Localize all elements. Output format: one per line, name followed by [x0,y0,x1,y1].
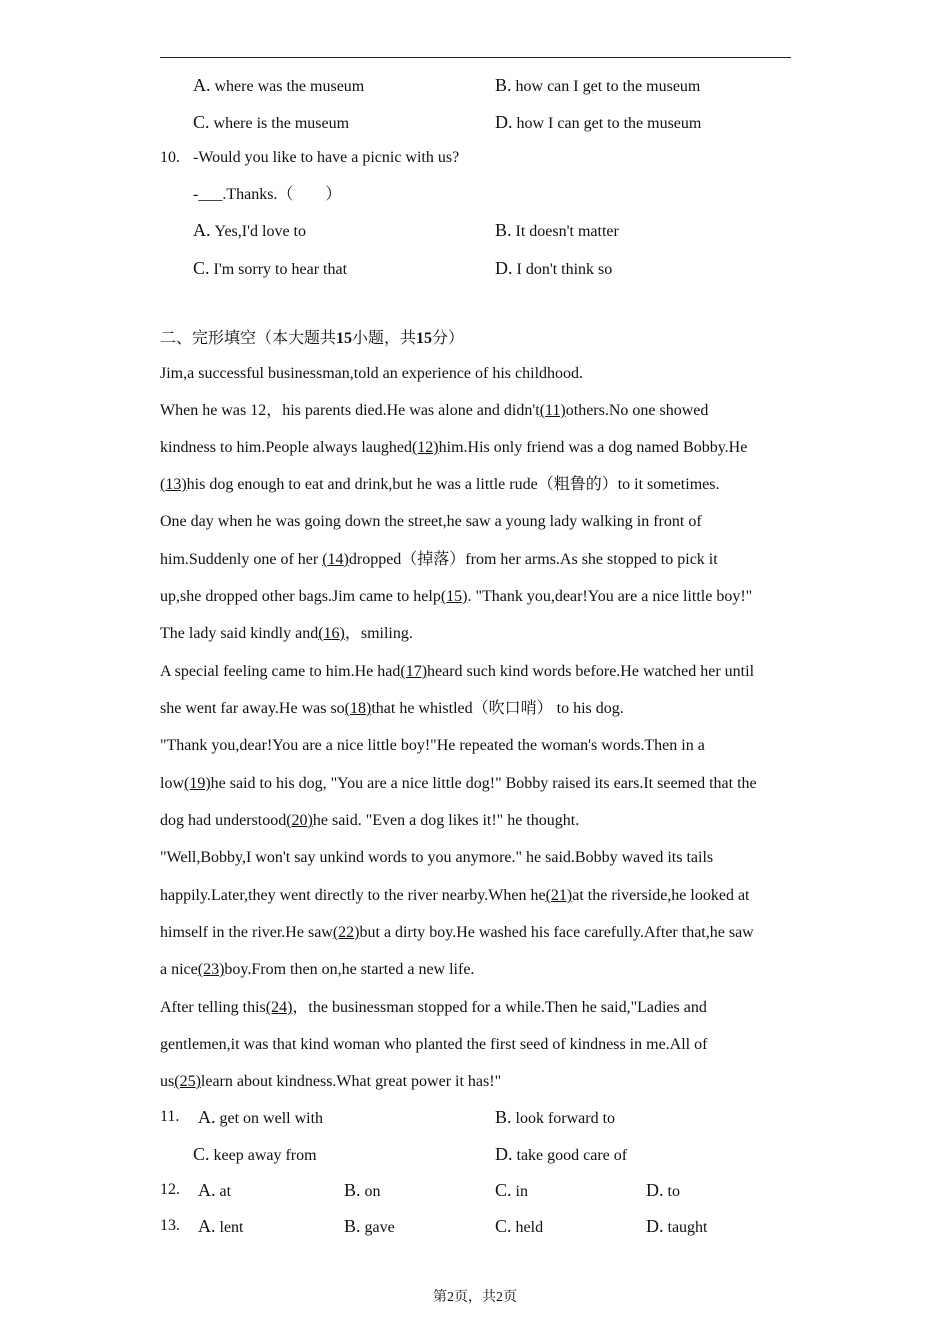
text-run: boy.From then on,he started a new life. [224,961,475,978]
passage-line [160,1072,501,1092]
q13-option-b[interactable] [344,1216,395,1238]
q13-number: 13. [160,1217,180,1234]
q12-option-b[interactable] [344,1180,381,1202]
option-letter: A. [198,1107,216,1127]
passage-line [160,401,708,421]
option-letter: C. [495,1180,512,1200]
section-suffix: 分） [432,330,465,347]
section-mid: 小题，共 [352,330,417,347]
section-points: 15 [416,330,433,347]
option-letter: A. [193,75,211,95]
text-run: heard such kind words before.He watched her until [427,663,755,680]
passage-line [160,811,579,831]
option-text: keep away from [213,1147,317,1164]
q11-option-d[interactable] [495,1144,627,1166]
option-text: take good care of [516,1147,628,1164]
q10-option-d[interactable] [495,258,612,280]
passage-line: One day when he was going down the street,he saw a young lady walking in front of [160,513,702,530]
q13-option-c[interactable] [495,1216,543,1238]
blank-18[interactable]: (18) [344,700,372,717]
option-text: held [515,1219,544,1236]
text-run: learn about kindness.What great power it has!" [200,1073,502,1090]
q10-prompt: -Would you like to have a picnic with us? [193,149,460,166]
q10-option-b[interactable] [495,220,619,242]
text-run: himself in the river.He saw [160,924,333,941]
option-letter: D. [495,258,513,278]
text-run: him.His only friend was a dog named Bobby.He [438,439,748,456]
text-run: dog had understood [160,812,287,829]
q10-number: 10. [160,149,180,166]
q12-number: 12. [160,1181,180,1198]
q9-option-d[interactable] [495,112,701,134]
text-run: A special feeling came to him.He had [160,663,401,680]
option-letter: D. [646,1216,664,1236]
blank-19[interactable]: (19) [184,775,211,792]
q11-option-b[interactable] [495,1107,615,1129]
option-letter: C. [193,112,210,132]
option-letter: C. [193,1144,210,1164]
option-text: Yes,I'd love to [214,223,306,240]
q9-option-c[interactable] [193,112,349,134]
blank-16[interactable]: (16) [318,625,345,642]
page-footer: 第2页，共2页 [433,1290,517,1305]
q10-option-a[interactable] [193,220,306,242]
text-run: a nice [160,961,198,978]
option-letter: A. [198,1216,216,1236]
text-run: his dog enough to eat and drink,but he was a little rude（粗鲁的）to it sometimes. [186,476,720,493]
option-text: in [515,1183,528,1200]
text-run: kindness to him.People always laughed [160,439,412,456]
option-text: at [219,1183,232,1200]
passage-line [160,960,474,980]
blank-11[interactable]: (11) [539,402,566,419]
option-letter: C. [193,258,210,278]
option-letter: D. [495,112,513,132]
q9-option-a[interactable] [193,75,364,97]
option-text: where was the museum [214,78,365,95]
blank-24[interactable]: (24) [265,999,293,1016]
q10-answer-line: -___.Thanks.（ ） [193,186,342,203]
passage-line: "Well,Bobby,I won't say unkind words to you anymore." he said.Bobby waved its tails [160,849,714,866]
option-text: lent [219,1219,244,1236]
text-run: at the riverside,he looked at [572,887,750,904]
text-run: she went far away.He was so [160,700,345,717]
q11-number: 11. [160,1108,180,1125]
q11-option-c[interactable] [193,1144,317,1166]
option-letter: B. [344,1180,361,1200]
option-letter: B. [495,75,512,95]
text-run: . "Thank you,dear!You are a nice little boy!" [467,588,753,605]
passage-line [160,550,718,570]
text-run: but a dirty boy.He washed his face carefully.After that,he saw [359,924,754,941]
q9-option-b[interactable] [495,75,700,97]
blank-15[interactable]: (15) [440,588,468,605]
passage-line [160,923,754,943]
section-prefix: 二、完形填空（本大题共 [160,330,337,347]
option-letter: B. [344,1216,361,1236]
text-run: he said to his dog, "You are a nice little dog!" Bobby raised its ears.It seemed that the [210,775,757,792]
text-run: low [160,775,184,792]
passage-line [160,699,624,719]
option-text: how I can get to the museum [516,115,702,132]
passage-line [160,774,757,794]
text-run: him.Suddenly one of her [160,551,323,568]
text-run: happily.Later,they went directly to the river nearby.When he [160,887,546,904]
passage-line [160,886,750,906]
blank-12[interactable]: (12) [411,439,439,456]
q12-option-a[interactable] [198,1180,231,1202]
text-run: After telling this [160,999,266,1016]
blank-25[interactable]: (25) [174,1073,201,1090]
passage-line: Jim,a successful businessman,told an experience of his childhood. [160,365,584,382]
passage-line [160,998,707,1018]
q13-option-d[interactable] [646,1216,708,1238]
q10-option-c[interactable] [193,258,347,280]
option-text: taught [667,1219,708,1236]
option-text: get on well with [219,1110,324,1127]
option-text: It doesn't matter [515,223,619,240]
passage-line [160,475,719,495]
option-text: where is the museum [213,115,350,132]
blank-13[interactable]: (13) [160,476,187,493]
text-run: that he whistled（吹口哨） to his dog. [371,700,624,717]
passage-line [160,587,752,607]
option-text: how can I get to the museum [515,78,701,95]
text-run: ，smiling. [344,625,413,642]
q11-option-a[interactable] [198,1107,323,1129]
passage-line [160,662,754,682]
text-run: others.No one showed [565,402,709,419]
passage-line: "Thank you,dear!You are a nice little boy!"He repeated the woman's words.Then in a [160,737,705,754]
passage-line: gentlemen,it was that kind woman who planted the first seed of kindness in me.All of [160,1036,708,1053]
blank-22[interactable]: (22) [332,924,360,941]
text-run: When he was 12，his parents died.He was alone and didn't [160,402,540,419]
q13-option-a[interactable] [198,1216,244,1238]
passage-line [160,624,413,644]
option-letter: B. [495,1107,512,1127]
header-rule [160,57,791,58]
text-run: us [160,1073,175,1090]
q12-option-d[interactable] [646,1180,680,1202]
section-heading [160,329,464,349]
option-text: to [667,1183,680,1200]
option-letter: A. [198,1180,216,1200]
option-letter: A. [193,220,211,240]
option-letter: B. [495,220,512,240]
text-run: The lady said kindly and [160,625,319,642]
text-run: ，the businessman stopped for a while.Then he said,"Ladies and [292,999,707,1016]
option-letter: C. [495,1216,512,1236]
option-letter: D. [646,1180,664,1200]
blank-23[interactable]: (23) [197,961,225,978]
option-text: I don't think so [516,261,613,278]
q12-option-c[interactable] [495,1180,528,1202]
text-run: he said. "Even a dog likes it!" he thought. [312,812,580,829]
text-run: dropped（掉落）from her arms.As she stopped to pick it [348,551,718,568]
passage-line [160,438,747,458]
blank-17[interactable]: (17) [400,663,428,680]
option-letter: D. [495,1144,513,1164]
option-text: I'm sorry to hear that [213,261,348,278]
option-text: gave [364,1219,395,1236]
option-text: on [364,1183,381,1200]
blank-14[interactable]: (14) [322,551,349,568]
blank-21[interactable]: (21) [545,887,573,904]
blank-20[interactable]: (20) [286,812,313,829]
option-text: look forward to [515,1110,616,1127]
section-question-count: 15 [336,330,353,347]
text-run: up,she dropped other bags.Jim came to help [160,588,441,605]
